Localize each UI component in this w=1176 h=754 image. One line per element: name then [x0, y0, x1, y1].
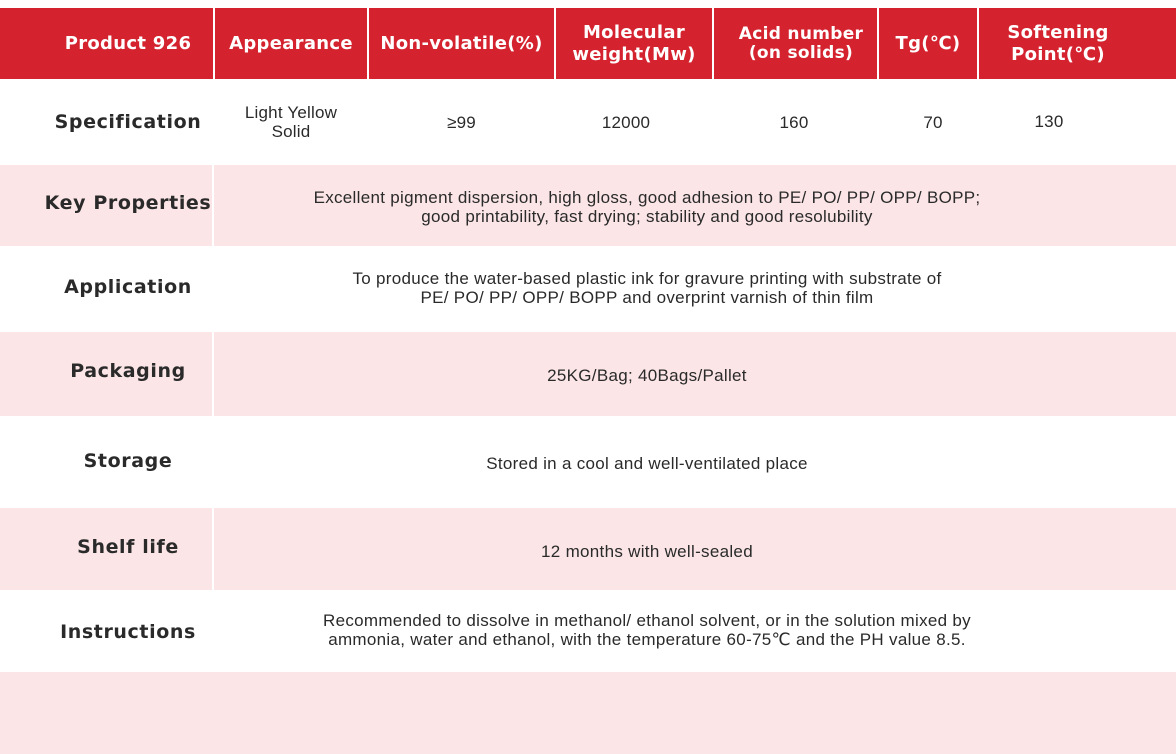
storage-text: Stored in a cool and well-ventilated place: [486, 453, 808, 473]
spec-softening-point-value: 130: [1034, 111, 1064, 131]
packaging-content: [214, 332, 1080, 418]
instructions-line2: ammonia, water and ethanol, with the temperature 60-75℃ and the PH value 8.5.: [328, 630, 966, 649]
header-appearance-label: Appearance: [229, 32, 353, 54]
spec-appearance-line1: Light Yellow: [244, 103, 338, 122]
header-non-volatile-label: Non-volatile(%): [380, 32, 543, 54]
storage-label-text: Storage: [83, 450, 173, 472]
packaging-text: 25KG/Bag; 40Bags/Pallet: [547, 365, 747, 385]
shelf-life-label-text: Shelf life: [77, 536, 179, 558]
shelf-life-content: [214, 508, 1080, 594]
specification-label-text: Specification: [54, 111, 202, 133]
packaging-label-text: Packaging: [70, 360, 186, 382]
application-line2: PE/ PO/ PP/ OPP/ BOPP and overprint varnish of thin film: [420, 288, 874, 307]
spec-appearance: [215, 79, 367, 165]
header-softening-line2: Point(℃): [1011, 43, 1105, 65]
header-appearance: [215, 8, 367, 79]
header-softening-line1: Softening: [1007, 21, 1109, 43]
header-non-volatile: [369, 8, 554, 79]
spec-tg-value: 70: [923, 112, 943, 132]
application-line1: To produce the water-based plastic ink for gravure printing with substrate of: [352, 269, 942, 288]
shelf-life-text: 12 months with well-sealed: [541, 541, 753, 561]
header-mw-line2: weight(Mw): [572, 43, 696, 65]
empty-row: [0, 672, 1176, 754]
spec-acid-number: [714, 79, 874, 165]
storage-content: [214, 416, 1080, 510]
spec-softening-point: [979, 79, 1119, 163]
header-softening-point: [979, 8, 1137, 79]
application-content: [214, 246, 1080, 330]
header-mw-line1: Molecular: [582, 21, 686, 43]
instructions-line1: Recommended to dissolve in methanol/ ethanol solvent, or in the solution mixed by: [323, 611, 971, 630]
header-tg-label: Tg(℃): [895, 32, 961, 54]
key-properties-content: [214, 165, 1080, 249]
spec-molecular-weight: [548, 79, 704, 165]
key-properties-line2: good printability, fast drying; stability and good resolubility: [421, 207, 873, 226]
spec-acid-number-value: 160: [779, 112, 809, 132]
spec-appearance-line2: Solid: [271, 122, 311, 141]
application-label-text: Application: [64, 276, 192, 298]
spec-non-volatile-value: ≥99: [447, 112, 476, 132]
header-acid-line2: (on solids): [748, 42, 854, 63]
key-properties-line1: Excellent pigment dispersion, high gloss, good adhesion to PE/ PO/ PP/ OPP/ BOPP;: [313, 188, 981, 207]
header-product: [20, 8, 236, 79]
header-tg: [879, 8, 977, 79]
header-acid-number: [714, 8, 888, 79]
spec-non-volatile: [369, 79, 554, 165]
instructions-content: [214, 590, 1080, 670]
instructions-label-text: Instructions: [60, 621, 196, 643]
header-acid-line1: Acid number: [738, 23, 864, 44]
key-properties-label-text: Key Properties: [44, 192, 212, 214]
spec-tg: [879, 79, 987, 165]
spec-mw-value: 12000: [601, 112, 651, 132]
header-product-label: Product 926: [64, 32, 192, 54]
header-molecular-weight: [556, 8, 712, 79]
